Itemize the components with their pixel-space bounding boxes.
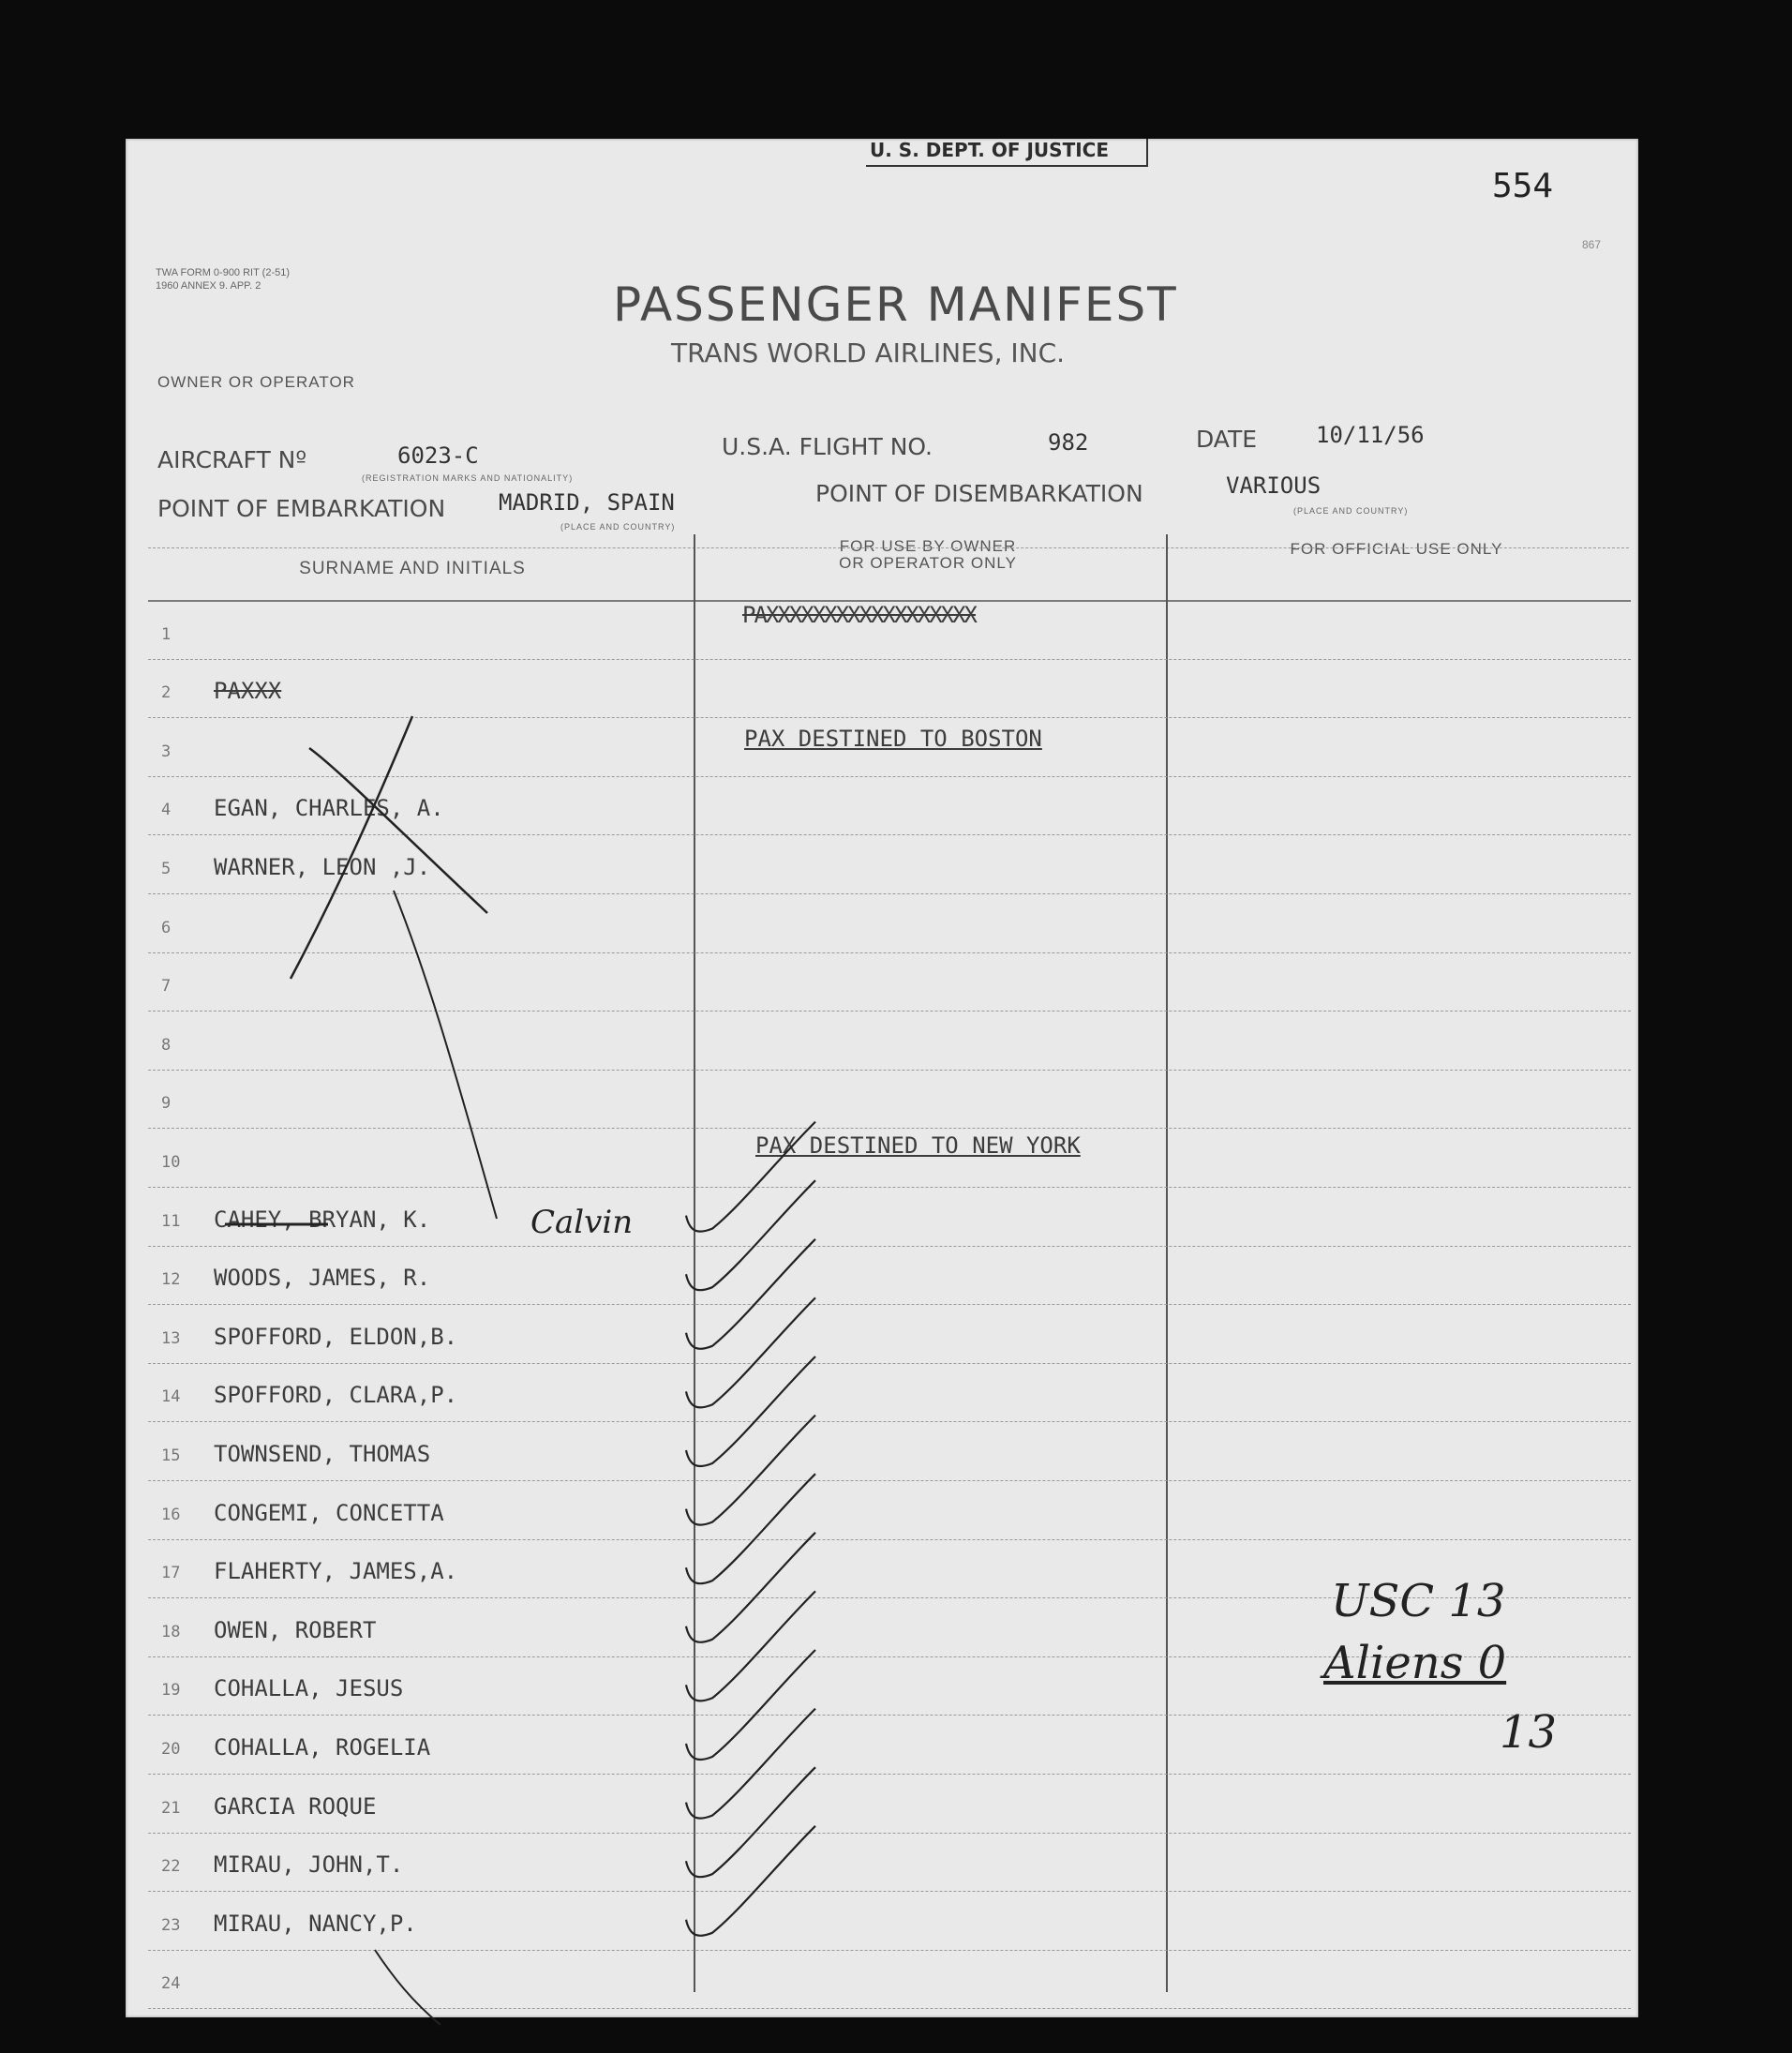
passenger-name: FLAHERTY, JAMES,A. bbox=[214, 1558, 458, 1585]
row-number: 20 bbox=[161, 1740, 181, 1759]
row-rule bbox=[148, 1774, 1631, 1775]
row-number: 11 bbox=[161, 1211, 181, 1231]
owner-use-column-header bbox=[750, 538, 1106, 572]
row-number: 23 bbox=[161, 1915, 181, 1935]
flight-label: U.S.A. FLIGHT NO. bbox=[722, 433, 933, 460]
corner-number: 867 bbox=[1582, 238, 1602, 251]
row-rule bbox=[148, 776, 1631, 777]
row-number: 12 bbox=[161, 1270, 181, 1290]
passenger-name: COHALLA, ROGELIA bbox=[214, 1734, 431, 1761]
passenger-name: OWEN, ROBERT bbox=[214, 1616, 377, 1643]
passenger-name: WARNER, LEON ,J. bbox=[214, 854, 431, 880]
row-rule bbox=[148, 1070, 1631, 1071]
row-number: 16 bbox=[161, 1505, 181, 1524]
row-rule bbox=[148, 1187, 1631, 1188]
row-number: 2 bbox=[161, 683, 172, 703]
embarkation-label: POINT OF EMBARKATION bbox=[157, 495, 446, 522]
row-rule bbox=[148, 1246, 1631, 1247]
handwritten-total: 13 bbox=[1500, 1706, 1558, 1759]
row-rule bbox=[148, 1480, 1631, 1481]
row-rule bbox=[148, 1950, 1631, 1951]
row-number: 3 bbox=[161, 742, 172, 761]
row-rule bbox=[148, 1833, 1631, 1834]
passenger-name: COHALLA, JESUS bbox=[214, 1675, 404, 1702]
date-label: DATE bbox=[1196, 426, 1258, 453]
struck-note: PAXXXXXXXXXXXXXXXXXX bbox=[742, 602, 976, 628]
airline-name: TRANS WORLD AIRLINES, INC. bbox=[671, 337, 1066, 368]
row-rule bbox=[148, 1304, 1631, 1305]
row-number: 18 bbox=[161, 1622, 181, 1641]
row-number: 7 bbox=[161, 977, 172, 997]
row-number: 19 bbox=[161, 1681, 181, 1701]
passenger-name: CONGEMI, CONCETTA bbox=[214, 1499, 444, 1526]
row-rule bbox=[148, 893, 1631, 894]
row-number: 24 bbox=[161, 1974, 181, 1994]
page-number: 554 bbox=[1492, 167, 1554, 205]
row-number: 9 bbox=[161, 1094, 172, 1114]
disembarkation-label: POINT OF DISEMBARKATION bbox=[815, 480, 1143, 507]
aircraft-value: 6023-C bbox=[397, 442, 479, 469]
row-rule bbox=[148, 1891, 1631, 1892]
new-york-note: PAX DESTINED TO NEW YORK bbox=[755, 1132, 1081, 1159]
row-rule bbox=[148, 1011, 1631, 1012]
row-number: 1 bbox=[161, 624, 172, 644]
row-rule bbox=[148, 717, 1631, 718]
row-number: 21 bbox=[161, 1798, 181, 1818]
boston-note: PAX DESTINED TO BOSTON bbox=[744, 726, 1042, 752]
handwritten-usc-count: USC 13 bbox=[1331, 1575, 1506, 1627]
row-number: 17 bbox=[161, 1564, 181, 1583]
aircraft-label: AIRCRAFT Nº bbox=[157, 446, 307, 473]
row-rule bbox=[148, 952, 1631, 953]
owner-use-line-2: OR OPERATOR ONLY bbox=[839, 554, 1017, 572]
row-rule bbox=[148, 1363, 1631, 1364]
owner-use-line-1: FOR USE BY OWNER bbox=[839, 537, 1017, 555]
page-title: PASSENGER MANIFEST bbox=[613, 277, 1178, 332]
aircraft-caption: (REGISTRATION MARKS AND NATIONALITY) bbox=[362, 473, 574, 483]
passenger-name: EGAN, CHARLES, A. bbox=[214, 795, 444, 822]
form-id-line-2: 1960 ANNEX 9. APP. 2 bbox=[156, 280, 261, 292]
row-rule bbox=[148, 1539, 1631, 1540]
passenger-name: CAHEY, BRYAN, K. bbox=[214, 1206, 431, 1233]
passenger-name: GARCIA ROQUE bbox=[214, 1792, 377, 1820]
passenger-name: TOWNSEND, THOMAS bbox=[214, 1441, 431, 1467]
header-rule bbox=[148, 547, 1629, 548]
row-number: 10 bbox=[161, 1153, 181, 1172]
row-number: 14 bbox=[161, 1387, 181, 1407]
row-number: 15 bbox=[161, 1446, 181, 1465]
passenger-name: MIRAU, JOHN,T. bbox=[214, 1851, 404, 1879]
form-identifier bbox=[156, 266, 290, 292]
row-rule bbox=[148, 1421, 1631, 1422]
row-rule bbox=[148, 659, 1631, 660]
surname-column-header: SURNAME AND INITIALS bbox=[299, 559, 526, 578]
row-rule bbox=[148, 1715, 1631, 1716]
flight-value: 982 bbox=[1048, 429, 1089, 456]
embarkation-caption: (PLACE AND COUNTRY) bbox=[560, 522, 676, 532]
row-number: 22 bbox=[161, 1857, 181, 1877]
disembarkation-value: VARIOUS bbox=[1226, 472, 1322, 499]
row-number: 5 bbox=[161, 860, 172, 878]
row-number: 13 bbox=[161, 1328, 181, 1348]
row-number: 4 bbox=[161, 801, 172, 820]
date-value: 10/11/56 bbox=[1316, 422, 1425, 448]
disembarkation-caption: (PLACE AND COUNTRY) bbox=[1293, 506, 1409, 516]
handwritten-correction: Calvin bbox=[530, 1204, 634, 1241]
row-number: 8 bbox=[161, 1035, 172, 1055]
row-rule bbox=[148, 834, 1631, 835]
passenger-name: SPOFFORD, ELDON,B. bbox=[214, 1323, 458, 1350]
form-id-line-1: TWA FORM 0-900 RIT (2-51) bbox=[156, 267, 291, 278]
dept-justice-stamp: U. S. DEPT. OF JUSTICE bbox=[866, 139, 1148, 167]
row-number: 6 bbox=[161, 918, 172, 937]
embarkation-value: MADRID, SPAIN bbox=[499, 489, 675, 516]
official-use-column-header: FOR OFFICIAL USE ONLY bbox=[1290, 540, 1503, 558]
owner-label: OWNER OR OPERATOR bbox=[157, 373, 355, 391]
handwritten-aliens-count: Aliens 0 bbox=[1323, 1637, 1507, 1689]
row-rule bbox=[148, 2008, 1631, 2009]
passenger-name: WOODS, JAMES, R. bbox=[214, 1265, 431, 1292]
passenger-name: MIRAU, NANCY,P. bbox=[214, 1910, 417, 1937]
row-rule bbox=[148, 1128, 1631, 1129]
passenger-name: PAXXX bbox=[214, 678, 282, 705]
passenger-name: SPOFFORD, CLARA,P. bbox=[214, 1382, 458, 1409]
